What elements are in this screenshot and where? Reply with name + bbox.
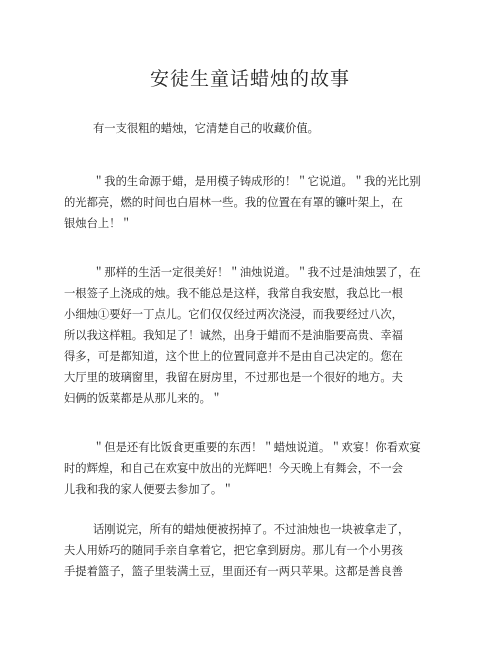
paragraph-line: ＂但是还有比饭食更重要的东西！＂蜡烛说道。＂欢宴！你看欢宴 [93,441,421,454]
paragraph-line: 话刚说完，所有的蜡烛便被拐掉了。不过油烛也一块被拿走了， [93,523,410,536]
paragraph-line: 一根签子上浇成的烛。我不能总是这样，我常自我安慰，我总比一根 [64,287,403,300]
paragraph-line: ＂那样的生活一定很美好！＂油烛说道。＂我不过是油烛罢了，在 [93,266,421,279]
paragraph-5 [64,519,410,582]
paragraph-3 [64,262,421,409]
paragraph-line: 时的辉煌，和自己在欢宴中放出的光辉吧！今天晚上有舞会，不一会 [64,462,403,475]
document-title: 安徒生童话蜡烛的故事 [149,68,350,90]
paragraph-line: 儿我和我的家人便要去参加了。＂ [64,483,234,496]
paragraph-line: 大厅里的玻璃窗里，我留在厨房里，不过那也是一个很好的地方。夫 [64,371,403,384]
paragraph-1 [64,118,400,139]
paragraph-line: 小细烛①要好一丁点儿。它们仅仅经过两次浇浸，而我要经过八次， [64,308,403,321]
paragraph-2 [64,171,421,234]
paragraph-line: ＂我的生命源于蜡，是用模子铸成形的！＂它说道。＂我的光比别 [93,175,421,188]
paragraph-line: 银烛台上！＂ [64,217,132,230]
paragraph-line: 夫人用娇巧的随同手亲自拿着它，把它拿到厨房。那儿有一个小男孩 [64,544,403,557]
paragraph-line: 手提着篮子，篮子里装满土豆，里面还有一两只苹果。这都是善良善 [64,565,403,578]
paragraph-line: 所以我这样粗。我知足了！诚然，出身于蜡而不是油脂要高贵、幸福 [64,329,403,342]
paragraph-line: 的光都亮，燃的时间也白眉林一些。我的位置在有罩的镰叶架上，在 [64,196,403,209]
paragraph-line: 有一支很粗的蜡烛，它清楚自己的收藏价值。 [93,122,319,135]
paragraph-line: 得多，可是都知道，这个世上的位置同意并不是由自己决定的。您在 [64,350,403,363]
paragraph-line: 妇俩的饭菜都是从那儿来的。＂ [64,392,223,405]
paragraph-4 [64,437,421,500]
